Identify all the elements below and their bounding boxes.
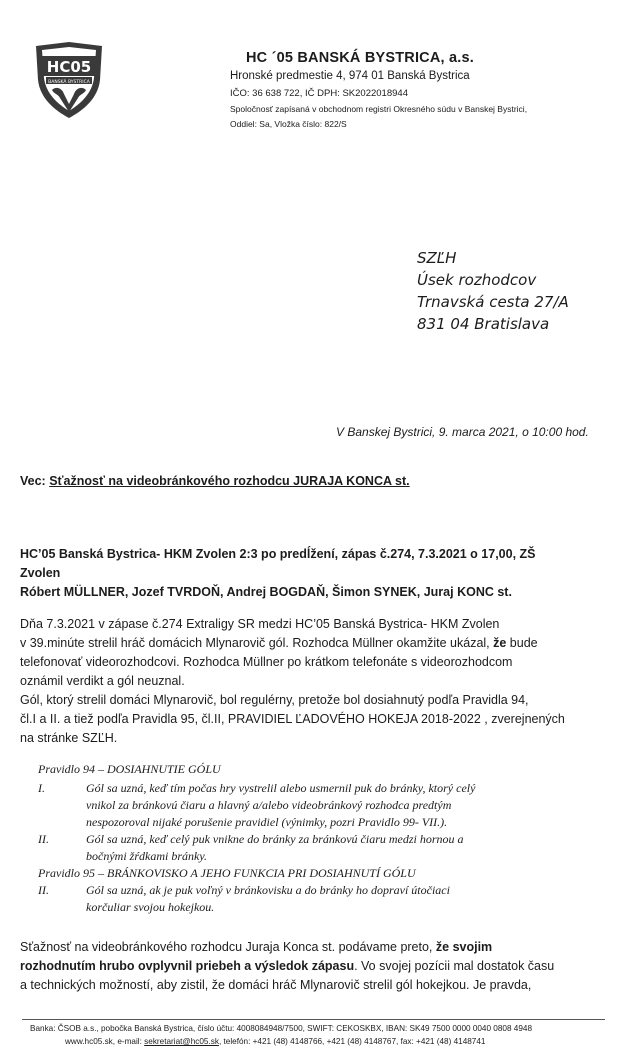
company-name: HC ´05 BANSKÁ BYSTRICA, a.s. <box>246 50 474 66</box>
body-line-1: Dňa 7.3.2021 v zápase č.274 Extraligy SR medzi HC’05 Banská Bystrica- HKM Zvolen <box>20 617 500 631</box>
closing-line-2 <box>20 957 620 976</box>
rule-94-item-1-number: I. <box>38 781 45 795</box>
body-line-3: telefonovať videorozhodcovi. Rozhodca Müllner po krátkom telefonáte s videorozhodcom <box>20 655 513 669</box>
closing-line-1-bold: že svojim <box>435 940 493 954</box>
logo-text: HC05 <box>46 58 92 76</box>
closing-line-2b: . Vo svojej pozícii mal dostatok času <box>354 959 555 973</box>
match-line-2: Zvolen <box>20 566 61 580</box>
footer-divider <box>22 1019 605 1020</box>
body-line-6: čl.I a II. a tiež podľa Pravidla 95, čl.II, PRAVIDIEL ĽADOVÉHO HOKEJA 2018-2022 , zverejnených <box>20 712 565 726</box>
logo-subtext: BANSKÁ BYSTRICA <box>48 80 90 85</box>
subject-text: Sťažnosť na videobránkového rozhodcu JURAJA KONCA st. <box>49 474 410 488</box>
footer-email-link[interactable]: sekretariat@hc05.sk <box>144 1037 219 1046</box>
rules-block <box>38 761 598 936</box>
body-line-5: Gól, ktorý strelil domáci Mlynarovič, bol regulérny, pretože bol dosiahnutý podľa Pravidla 94, <box>20 693 529 707</box>
footer-contact-line <box>65 1037 485 1046</box>
match-line-1: HC’05 Banská Bystrica- HKM Zvolen 2:3 po predĺžení, zápas č.274, 7.3.2021 o 17,00, ZŠ <box>20 547 536 561</box>
recipient-line-4: 831 04 Bratislava <box>417 315 550 333</box>
footer-phones: , telefón: +421 (48) 4148766, +421 (48) 4148767, fax: +421 (48) 4148741 <box>218 1037 486 1046</box>
match-line-3: Róbert MÜLLNER, Jozef TVRDOŇ, Andrej BOGDAŇ, Šimon SYNEK, Juraj KONC st. <box>20 585 512 599</box>
closing-line-3: a technických možností, aby zistil, že domáci hráč Mlynarovič strelil gól hokejkou. Je pravda, <box>20 978 532 992</box>
rule-95-item-2-line-2: korčuliar svojou hokejkou. <box>86 900 215 914</box>
footer-web: www.hc05.sk, e-mail: <box>65 1037 145 1046</box>
recipient-line-2: Úsek rozhodcov <box>417 271 537 289</box>
company-address: Hronské predmestie 4, 974 01 Banská Bystrica <box>230 70 470 82</box>
rule-94-item-1-line-3: nespozoroval nijaké porušenie pravidiel (výnimky, pozri Pravidlo 99- VII.). <box>86 815 448 829</box>
rule-94-item-2-number: II. <box>38 832 49 846</box>
rule-95-item-2-line-1: Gól sa uzná, ak je puk voľný v bránkovisku a do bránky ho dopraví útočiaci <box>86 883 450 897</box>
footer-bank-line: Banka: ČSOB a.s., pobočka Banská Bystrica, číslo účtu: 4008084948/7500, SWIFT: CEKOSKBX, IBAN: SK49 7500 0000 0040 0808 4948 <box>30 1024 533 1033</box>
recipient-line-3: Trnavská cesta 27/A <box>417 293 569 311</box>
register-line-2: Oddiel: Sa, Vložka číslo: 822/S <box>230 119 347 129</box>
date-line: V Banskej Bystrici, 9. marca 2021, o 10:00 hod. <box>336 425 589 439</box>
body-line-2-bold: že <box>493 636 507 650</box>
subject-line <box>20 474 410 488</box>
rule-94-item-2-line-2: bočnými žŕdkami bránky. <box>86 849 207 863</box>
rule-95-heading: Pravidlo 95 – BRÁNKOVISKO A JEHO FUNKCIA PRI DOSIAHNUTÍ GÓLU <box>38 866 416 880</box>
club-logo <box>28 40 110 122</box>
rule-94-item-1-line-2: vnikol za bránkovú čiaru a hlavný a/alebo videobránkový rozhodca predtým <box>86 798 452 812</box>
body-line-4: oznámil verdikt a gól neuznal. <box>20 674 185 688</box>
closing-line-1 <box>20 938 620 957</box>
rule-94-item-1-line-1: Gól sa uzná, keď tím počas hry vystrelil alebo usmernil puk do bránky, ktorý celý <box>86 781 476 795</box>
register-line-1: Spoločnosť zapísaná v obchodnom registri Okresného súdu v Banskej Bystrici, <box>230 104 528 114</box>
closing-line-1a: Sťažnosť na videobránkového rozhodcu Juraja Konca st. podávame preto, <box>20 940 436 954</box>
rule-94-heading: Pravidlo 94 – DOSIAHNUTIE GÓLU <box>38 762 221 776</box>
body-line-2c: bude <box>506 636 538 650</box>
rule-94-item-2-line-1: Gól sa uzná, keď celý puk vnikne do bránky za bránkovú čiaru medzi hornou a <box>86 832 464 846</box>
rule-95-item-2-number: II. <box>38 883 49 897</box>
recipient-line-1: SZĽH <box>417 249 457 267</box>
body-line-2 <box>20 634 600 653</box>
company-ids: IČO: 36 638 722, IČ DPH: SK2022018944 <box>230 88 408 99</box>
body-line-7: na stránke SZĽH. <box>20 731 118 745</box>
subject-label: Vec: <box>20 474 46 488</box>
body-line-2a: v 39.minúte strelil hráč domácich Mlynarovič gól. Rozhodca Müllner okamžite ukázal, <box>20 636 494 650</box>
closing-line-2-bold: rozhodnutím hrubo ovplyvnil priebeh a výsledok zápasu <box>20 959 355 973</box>
